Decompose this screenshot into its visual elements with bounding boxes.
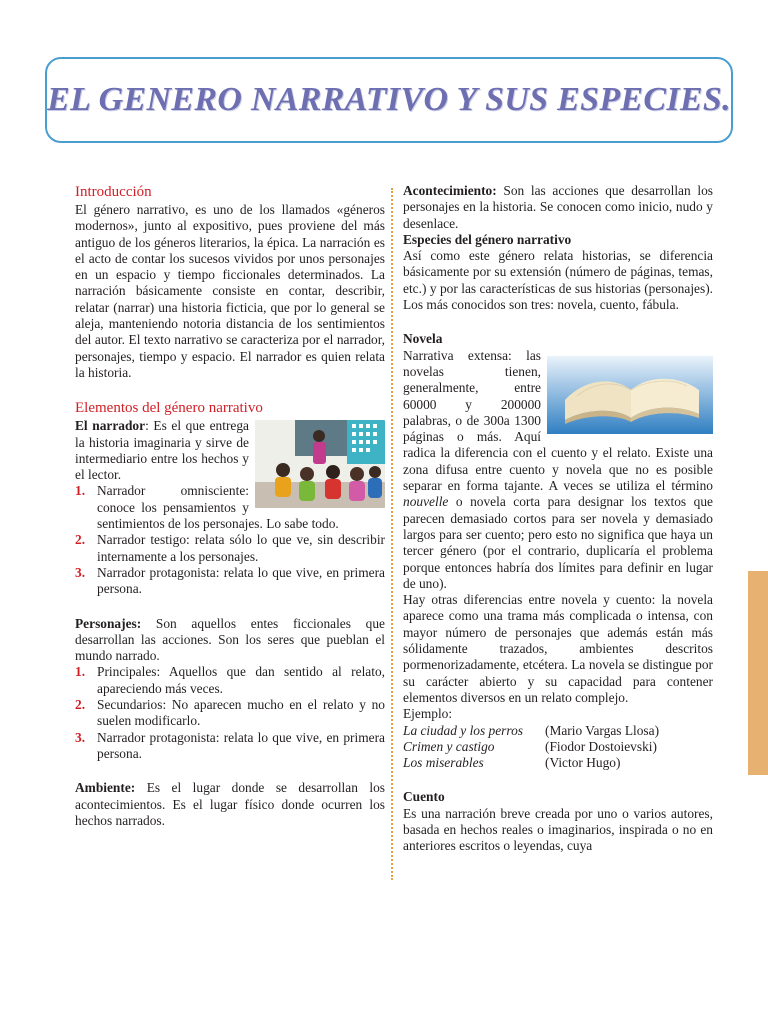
list-number: 3. [75,729,86,745]
ambiente-paragraph [75,780,385,829]
novela-heading: Novela [403,331,443,347]
narrador-label: El narrador [75,418,146,434]
personajes-label: Personajes: [75,615,142,631]
intro-heading: Introducción [75,184,152,200]
side-tab [748,571,768,775]
list-item [75,565,385,598]
especies-heading: Especies del género narrativo [403,231,572,247]
column-divider [391,188,393,880]
list-number: 3. [75,564,86,580]
acontecimiento-label: Acontecimiento: [403,183,497,198]
cuento-heading: Cuento [403,789,445,805]
list-item [75,532,385,565]
left-column [75,183,385,829]
list-item [75,664,385,697]
right-column [403,183,713,855]
personajes-types-list [75,664,385,762]
open-book-illustration [547,356,713,434]
example-title: La ciudad y los perros [403,722,524,738]
list-item-text: Narrador testigo: relata sólo lo que ve, sin describir internamente a los personajes. [97,532,385,564]
list-number: 2. [75,697,86,713]
personajes-text: Son aquellos entes ficcionales que desarrollan las acciones. Son los seres que pueblan el mundo narrado. [75,615,385,664]
example-title: Los miserables [403,755,484,771]
novela-term: nouvelle [403,494,449,510]
list-item [75,697,385,730]
list-item-text: Narrador protagonista: relata lo que vive, en primera persona. [97,564,385,597]
page-title: EL GENERO NARRATIVO Y SUS ESPECIES. [47,81,731,118]
examples-list [403,723,713,772]
example-row [403,739,713,755]
especies-paragraph: Así como este género relata historias, se diferencia básicamente por su extensión (número de páginas, temas, etc.) y por las características de sus historias (personajes). Los más conocidos son tres: novela, cuento, fábula. [403,248,713,313]
list-number: 1. [75,483,86,499]
list-item [75,730,385,763]
list-item [75,483,385,532]
open-book-image [547,356,713,434]
title-frame [45,57,733,143]
example-row [403,755,713,771]
ambiente-text: Es el lugar donde se desarrollan los acontecimientos. Es el lugar físico donde ocurren los hechos narrados. [75,780,385,828]
example-title: Crimen y castigo [403,738,495,754]
narrador-text: : Es el que entrega la historia imaginaria y sirve de intermediario entre los hechos y el lector. [75,418,250,483]
acontecimiento-text: Son las acciones que desarrollan los personajes en la historia. Se conocen como inicio, nudo y desenlace. [403,183,713,231]
narrador-types-list [75,483,385,597]
acontecimiento-paragraph [403,183,713,232]
list-item-text: Narrador protagonista: relata lo que vive, en primera persona. [97,729,385,761]
list-item-text: Secundarios: No aparecen mucho en el relato y no suelen modificarlo. [97,697,385,729]
list-number: 2. [75,532,86,548]
list-item-text: Principales: Aquellos que dan sentido al relato, apareciendo más veces. [97,664,385,696]
ambiente-label: Ambiente: [75,780,136,796]
novela-text-2: o novela corta para designar los textos que parecen demasiado cortos para ser novela y demasiado largos para ser cuento; pero esto no significa que haya un tercer género (por el contrario, duplicaría el problema porque entonces habría dos límites para definir en lugar de uno). [403,494,713,591]
novela-paragraph-2: Hay otras diferencias entre novela y cuento: la novela aparece como una trama más complicada o intensa, con mayor número de personajes que además están más sólidamente trazados, ambientes descritos pormenorizadamente, etcétera. La novela se distingue por su carácter abierto y su capacidad para contener elementos diversos en un relato complejo. [403,592,713,705]
ejemplo-label: Ejemplo: [403,706,453,722]
list-item-text: Narrador omnisciente: conoce los pensamientos y sentimientos de los personajes. Lo sabe todo. [97,483,339,532]
novela-text-1: Narrativa extensa: las novelas tienen, generalmente, entre 60000 y 200000 palabras, o de 300a 1300 páginas o más. Aquí radica la diferencia con el cuento y el relato. Existe una zona difusa entre cuento y novela que no es posible separar en forma tajante. A veces se utiliza el término [403,347,713,494]
elements-heading: Elementos del género narrativo [75,400,263,417]
example-author: (Fiodor Dostoievski) [545,738,657,754]
example-author: (Victor Hugo) [545,755,621,771]
intro-paragraph: El género narrativo, es uno de los llamados «géneros modernos», junto al expositivo, pues proviene del más antiguo de los géneros literarios, la épica. La narración es el acto de contar los sucesos vividos por unos personajes en un espacio y tiempo ficcionales determinados. La narración básicamente consiste en contar, describir, relatar (narrar) una historia ficticia, que por lo general se aleja, manteniendo notoria distancia de los sentimientos del autor. El texto narrativo se caracteriza por el narrador, personajes, tiempo y espacio. El narrador es quien relata la historia. [75,202,385,380]
personajes-paragraph [75,616,385,665]
list-number: 1. [75,664,86,680]
cuento-paragraph: Es una narración breve creada por uno o varios autores, basada en hechos reales o imaginarios, inspirada o no en anteriores escritos o leyendas, cuya [403,805,713,854]
example-row [403,723,713,739]
example-author: (Mario Vargas Llosa) [545,722,660,738]
